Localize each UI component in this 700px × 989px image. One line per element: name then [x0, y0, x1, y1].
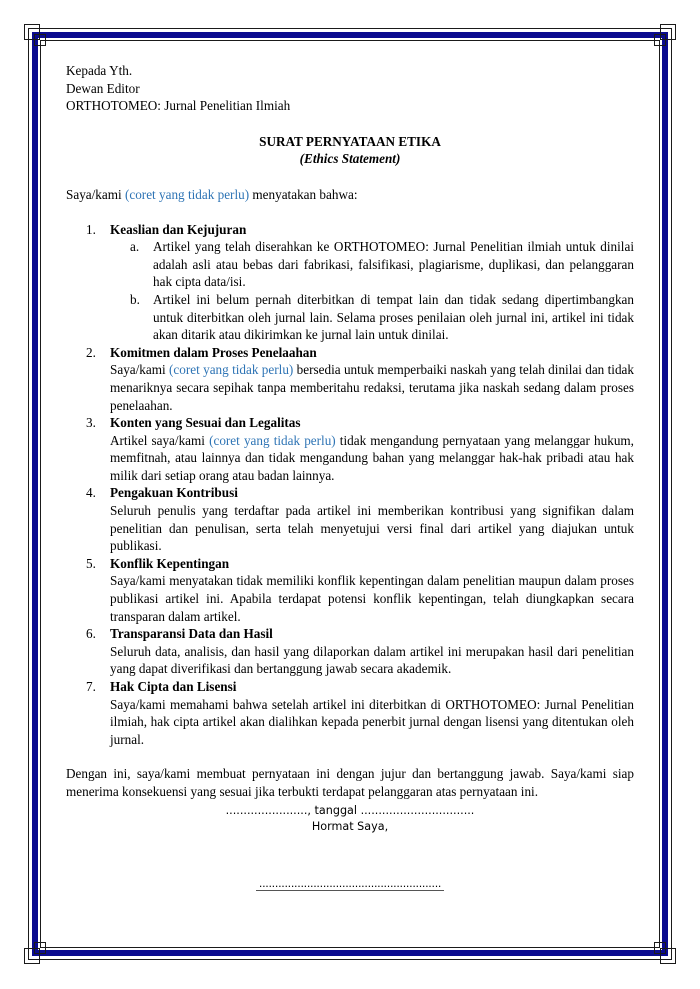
sub-item	[110, 291, 634, 344]
statement-item	[66, 678, 634, 748]
corner-ornament-top-right-inner	[654, 34, 666, 46]
signature-name-line: .........................................................	[256, 878, 444, 891]
document-title: SURAT PERNYATAAN ETIKA	[259, 133, 441, 149]
item-text: Artikel saya/kami	[110, 432, 210, 448]
item-body: Seluruh penulis yang terdaftar pada artikel ini memberikan kontribusi yang signifikan dalam penelitian dan penulisan, serta telah menyetujui versi final dari artikel yang diajukan untuk publikasi.	[110, 503, 634, 554]
closing-paragraph: Dengan ini, saya/kami membuat pernyataan ini dengan jujur dan bertanggung jawab. Saya/kami siap menerima konsekuensi yang sesuai jika terbukti terdapat pelanggaran atas pernyataan ini.	[66, 766, 634, 799]
statement-item	[66, 344, 634, 414]
strike-note: (coret yang tidak perlu)	[124, 186, 250, 202]
item-heading: Komitmen dalam Proses Penelaahan	[110, 344, 317, 360]
item-text: Saya/kami	[110, 362, 170, 378]
intro-text: Saya/kami	[66, 186, 125, 202]
item-heading: Konflik Kepentingan	[110, 555, 230, 571]
statement-item	[66, 484, 634, 554]
item-number: 3.	[86, 415, 96, 431]
sub-item	[110, 238, 634, 291]
item-number: 4.	[86, 485, 96, 501]
corner-ornament-bottom-left-inner	[34, 942, 46, 954]
item-body: Saya/kami menyatakan tidak memiliki konflik kepentingan dalam penelitian maupun dalam proses publikasi artikel ini. Apabila terdapat potensi konflik kepentingan, telah diungkapkan secara transparan dalam artikel.	[110, 573, 634, 624]
statement-item	[66, 625, 634, 678]
item-body	[110, 432, 634, 485]
item-text: tidak mengandung pernyataan yang melanggar hukum, memfitnah, atau lainnya dan tidak mengandung bahan yang melanggar hak-hak pribadi atau hak milik dari setiap orang atau badan lainnya.	[110, 432, 634, 483]
sub-item-label: a.	[130, 239, 140, 255]
recipient-line: ORTHOTOMEO: Jurnal Penelitian Ilmiah	[66, 98, 291, 114]
item-heading: Transparansi Data dan Hasil	[110, 626, 273, 642]
statement-list	[66, 221, 634, 749]
sub-item-label: b.	[130, 291, 140, 307]
intro-statement	[66, 186, 634, 204]
corner-ornament-bottom-right-inner	[654, 942, 666, 954]
item-body: Seluruh data, analisis, dan hasil yang dilaporkan dalam artikel ini merupakan hasil dari penelitian yang dapat diverifikasi dan bertanggung jawab secara akademik.	[110, 643, 634, 677]
item-heading: Konten yang Sesuai dan Legalitas	[110, 415, 301, 431]
sub-list	[110, 238, 634, 344]
item-number: 5.	[86, 555, 96, 571]
item-text: bersedia untuk memperbaiki naskah yang telah dinilai dan tidak menariknya secara sepihak tanpa memberitahu redaksi, terutama jika naskah sedang dalam proses penelaahan.	[110, 362, 634, 413]
item-number: 2.	[86, 344, 96, 360]
item-number: 6.	[86, 626, 96, 642]
signature-block	[66, 803, 634, 835]
intro-text: menyatakan bahwa:	[249, 186, 358, 202]
place-date-line: ......................., tanggal ................................	[225, 804, 475, 817]
recipient-line: Kepada Yth.	[66, 63, 133, 78]
item-heading: Keaslian dan Kejujuran	[110, 221, 247, 237]
sub-item-text: Artikel yang telah diserahkan ke ORTHOTOMEO: Jurnal Penelitian ilmiah untuk dinilai adalah asli atau bebas dari fabrikasi, falsifikasi, plagiarisme, duplikasi, dan pelanggaran hak cipta data/isi.	[153, 239, 634, 290]
item-heading: Hak Cipta dan Lisensi	[110, 679, 237, 694]
item-number: 1.	[86, 221, 96, 237]
statement-item	[66, 221, 634, 344]
statement-item	[66, 414, 634, 484]
recipient-block	[66, 62, 634, 115]
item-body	[110, 361, 634, 414]
statement-item	[66, 555, 634, 625]
sub-item-text: Artikel ini belum pernah diterbitkan di tempat lain dan tidak sedang dipertimbangkan untuk diterbitkan oleh jurnal lain. Selama proses penilaian oleh jurnal ini, artikel ini tidak akan ditarik atau dikirimkan ke jurnal lain untuk dinilai.	[153, 291, 634, 343]
strike-note: (coret yang tidak perlu)	[209, 432, 336, 448]
corner-ornament-top-left-inner	[34, 34, 46, 46]
item-number: 7.	[86, 679, 96, 694]
item-body: Saya/kami memahami bahwa setelah artikel ini diterbitkan di ORTHOTOMEO: Jurnal Penelitian ilmiah, hak cipta artikel akan dialihkan kepada penerbit jurnal dengan lisensi yang ditentukan oleh jurnal.	[110, 696, 634, 747]
letter-content	[66, 62, 634, 890]
strike-note: (coret yang tidak perlu)	[169, 362, 294, 378]
document-subtitle: (Ethics Statement)	[299, 151, 401, 167]
regards-text: Hormat Saya,	[311, 820, 389, 833]
item-heading: Pengakuan Kontribusi	[110, 485, 238, 501]
recipient-line: Dewan Editor	[66, 80, 140, 96]
